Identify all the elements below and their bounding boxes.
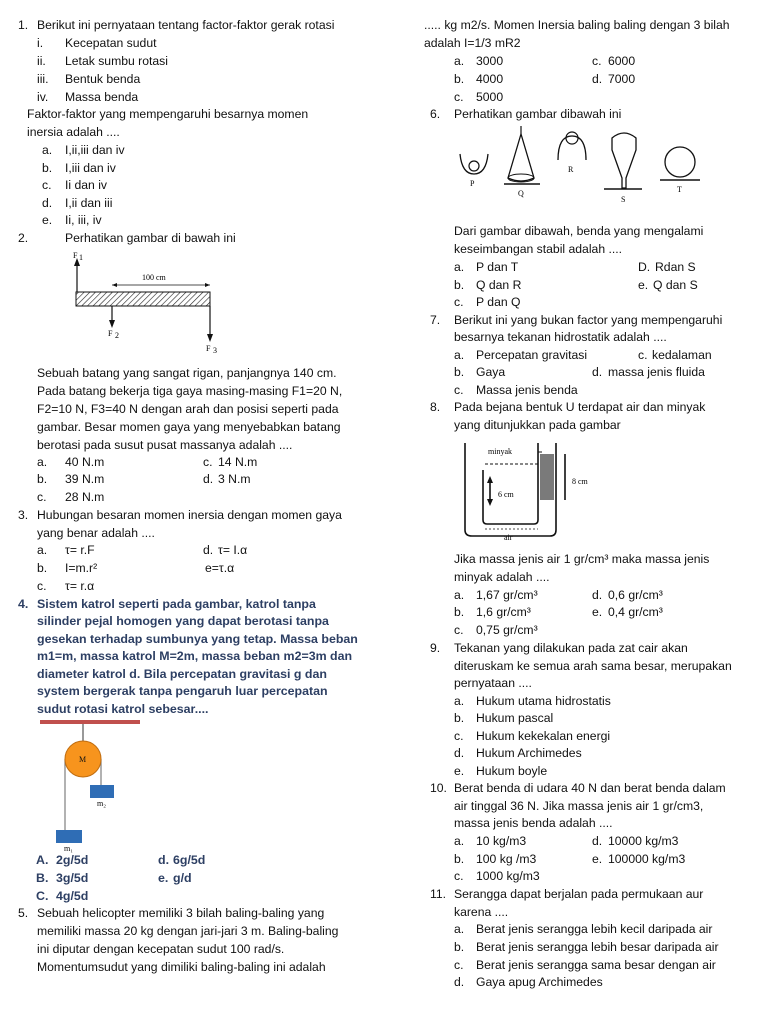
q2-option-letter: d.: [203, 472, 214, 486]
q7-text: Berikut ini yang bukan factor yang mempengaruhi: [454, 313, 723, 327]
q11-option-letter: d.: [454, 975, 465, 989]
q9-number: 9.: [430, 641, 441, 655]
m2-label: m₂: [97, 799, 107, 808]
q4-option-letter: C.: [36, 889, 49, 903]
r-label: R: [568, 165, 574, 174]
h8-label: 8 cm: [572, 477, 588, 486]
q5-option[interactable]: 3000: [476, 54, 504, 68]
q10-option-letter: e.: [592, 852, 603, 866]
q9-option[interactable]: Hukum Archimedes: [476, 746, 582, 760]
q11-option[interactable]: Berat jenis serangga sama besar dengan air: [476, 958, 716, 972]
object-s-funnel: [612, 133, 636, 188]
q9-option[interactable]: Hukum boyle: [476, 764, 548, 778]
q8-number: 8.: [430, 400, 441, 414]
q4-text: gesekan terhadap sumbunya yang tetap. Massa beban: [37, 632, 358, 646]
q7-option[interactable]: Massa jenis benda: [476, 383, 578, 397]
q7-number: 7.: [430, 313, 441, 327]
q8-option[interactable]: 1,6 gr/cm³: [476, 605, 531, 619]
q3-option-letter: a.: [37, 543, 48, 557]
mass-m2: [90, 785, 114, 798]
q9-option-letter: c.: [454, 729, 464, 743]
q6-option-letter: b.: [454, 278, 465, 292]
q10-option[interactable]: 100 kg /m3: [476, 852, 537, 866]
q3-option[interactable]: τ= I.α: [218, 543, 248, 557]
q1-item: Massa benda: [65, 90, 139, 104]
q-label: Q: [518, 189, 524, 198]
q10-text: air tinggal 36 N. Jika massa jenis air 1 gr/cm3,: [454, 799, 704, 813]
q1-option-letter: e.: [42, 213, 53, 227]
q5-text: Sebuah helicopter memiliki 3 bilah baling-baling yang: [37, 906, 325, 920]
q7-option-letter: a.: [454, 348, 465, 362]
f2-label: F: [108, 329, 113, 338]
q6-option-letter: a.: [454, 260, 465, 274]
q8-option-letter: d.: [592, 588, 603, 602]
q5-text: memiliki massa 20 kg dengan jari-jari 3 m. Baling-baling: [37, 924, 339, 938]
q4-option-letter: B.: [36, 871, 49, 885]
q11-option[interactable]: Gaya apug Archimedes: [476, 975, 603, 989]
q5-text: ..... kg m2/s. Momen Inersia baling baling dengan 3 bilah: [424, 18, 730, 32]
water-label: air: [504, 533, 513, 542]
q4-option[interactable]: 3g/5d: [56, 871, 89, 885]
q2-text: berotasi pada susut pusat massanya adalah ....: [37, 438, 293, 452]
q6-equilibrium-figure: [452, 126, 712, 208]
q5-text: Momentumsudut yang dimiliki baling-baling ini adalah: [37, 960, 326, 974]
q8-u-tube-figure: [462, 440, 612, 540]
q6-option[interactable]: Rdan S: [655, 260, 696, 274]
q2-text: F2=10 N, F3=40 N dengan arah dan posisi seperti pada: [37, 402, 339, 416]
q5-option[interactable]: 6000: [608, 54, 636, 68]
q4-text: sudut rotasi katrol sebesar....: [37, 702, 209, 716]
q5-option-letter: b.: [454, 72, 465, 86]
h6-label: 6 cm: [498, 490, 514, 499]
q3-option-letter: b.: [37, 561, 48, 575]
q8-option-letter: b.: [454, 605, 465, 619]
q2-option[interactable]: 40 N.m: [65, 455, 105, 469]
q7-option[interactable]: kedalaman: [652, 348, 712, 362]
q6-option-letter: D.: [638, 260, 651, 274]
q5-option-letter: c.: [592, 54, 602, 68]
q4-option[interactable]: g/d: [173, 871, 192, 885]
q5-option[interactable]: 4000: [476, 72, 504, 86]
q8-option-letter: e.: [592, 605, 603, 619]
q4-text: Sistem katrol seperti pada gambar, katrol tanpa: [37, 597, 316, 611]
q9-option-letter: e.: [454, 764, 465, 778]
q3-text: Hubungan besaran momen inersia dengan momen gaya: [37, 508, 342, 522]
q10-option-letter: c.: [454, 869, 464, 883]
q8-text: Pada bejana bentuk U terdapat air dan minyak: [454, 400, 706, 414]
q8-text: minyak adalah ....: [454, 570, 550, 584]
q1-question: Faktor-faktor yang mempengaruhi besarnya momen: [27, 107, 309, 121]
q4-option-letter: d.: [158, 853, 170, 867]
q3-option-letter: c.: [37, 579, 47, 593]
q4-text: m1=m, massa katrol M=2m, massa beban m2=3m dan: [37, 649, 353, 663]
mass-m1: [56, 830, 82, 843]
q10-option[interactable]: 10000 kg/m3: [608, 834, 679, 848]
q11-option[interactable]: Berat jenis serangga lebih besar daripada air: [476, 940, 719, 954]
q1-option[interactable]: I,iii dan iv: [65, 161, 116, 175]
q1-stem: Berikut ini pernyataan tentang factor-faktor gerak rotasi: [37, 18, 335, 32]
q6-text: keseimbangan stabil adalah ....: [454, 242, 623, 256]
p-label: P: [470, 179, 475, 188]
q8-option[interactable]: 0,6 gr/cm³: [608, 588, 663, 602]
q1-option[interactable]: I,ii dan iii: [65, 196, 113, 210]
q2-option[interactable]: 39 N.m: [65, 472, 105, 486]
q3-option[interactable]: τ= r.α: [65, 579, 95, 593]
q5-option[interactable]: 5000: [476, 90, 504, 104]
q7-option-letter: d.: [592, 365, 603, 379]
q8-option-letter: c.: [454, 623, 464, 637]
q1-item: Bentuk benda: [65, 72, 141, 86]
object-r-hook: [558, 136, 586, 160]
q1-number: 1.: [18, 18, 29, 32]
f3-sub: 3: [213, 346, 217, 355]
q9-option-letter: b.: [454, 711, 465, 725]
q1-option-letter: a.: [42, 143, 53, 157]
q3-option[interactable]: e=τ.α: [205, 561, 235, 575]
q1-item-num: i.: [37, 36, 44, 50]
q5-number: 5.: [18, 906, 29, 920]
q5-option-letter: d.: [592, 72, 603, 86]
q10-option-letter: a.: [454, 834, 465, 848]
q4-text: silinder pejal homogen yang dapat berotasi tanpa: [37, 614, 329, 628]
q2-stem: Perhatikan gambar di bawah ini: [65, 231, 236, 245]
q10-text: massa jenis benda adalah ....: [454, 816, 613, 830]
object-t-ball: [665, 147, 695, 177]
q1-option[interactable]: Ii, iii, iv: [65, 213, 102, 227]
q7-option[interactable]: massa jenis fluida: [608, 365, 705, 379]
q1-question: inersia adalah ....: [27, 125, 120, 139]
q5-text: adalah I=1/3 mR2: [424, 36, 521, 50]
q3-option[interactable]: I=m.r²: [65, 561, 98, 575]
m1-label: m₁: [64, 844, 74, 853]
q8-option[interactable]: 1,67 gr/cm³: [476, 588, 538, 602]
oil-column: [540, 454, 554, 500]
q2-option-letter: c.: [37, 490, 47, 504]
q2-option-letter: b.: [37, 472, 48, 486]
q3-text: yang benar adalah ....: [37, 526, 155, 540]
q4-pulley-figure: [40, 718, 160, 853]
q7-text: besarnya tekanan hidrostatik adalah ....: [454, 330, 667, 344]
q1-option-letter: b.: [42, 161, 53, 175]
q9-text: Tekanan yang dilakukan pada zat cair akan: [454, 641, 688, 655]
q6-option[interactable]: P dan T: [476, 260, 519, 274]
f1-sub: 1: [79, 253, 83, 262]
q4-option-letter: e.: [158, 871, 169, 885]
q9-option[interactable]: Hukum kekekalan energi: [476, 729, 611, 743]
q10-option[interactable]: 100000 kg/m3: [608, 852, 686, 866]
q5-text: ini diputar dengan kecepatan sudut 100 rad/s.: [37, 942, 285, 956]
q2-option[interactable]: 14 N.m: [218, 455, 258, 469]
q6-stem: Perhatikan gambar dibawah ini: [454, 107, 622, 121]
f2-sub: 2: [115, 331, 119, 340]
q7-option[interactable]: Gaya: [476, 365, 506, 379]
q10-option-letter: d.: [592, 834, 603, 848]
q3-number: 3.: [18, 508, 29, 522]
q4-option-letter: A.: [36, 853, 49, 867]
q1-option[interactable]: Ii dan iv: [65, 178, 108, 192]
q8-text: Jika massa jenis air 1 gr/cm³ maka massa jenis: [454, 552, 710, 566]
q5-option[interactable]: 7000: [608, 72, 636, 86]
q2-text: Sebuah batang yang sangat rigan, panjangnya 140 cm.: [37, 366, 337, 380]
f3-label: F: [206, 344, 211, 353]
q4-option[interactable]: 6g/5d: [173, 853, 206, 867]
q11-number: 11.: [430, 887, 447, 901]
q6-option-letter: c.: [454, 295, 464, 309]
q10-option-letter: b.: [454, 852, 465, 866]
q11-option[interactable]: Berat jenis serangga lebih kecil daripada air: [476, 922, 713, 936]
q1-item-num: iii.: [37, 72, 49, 86]
q9-option-letter: d.: [454, 746, 465, 760]
q11-option-letter: c.: [454, 958, 464, 972]
q2-text: gambar. Besar momen gaya yang menyebabkan batang: [37, 420, 341, 434]
q10-text: Berat benda di udara 40 N dan berat benda dalam: [454, 781, 726, 795]
q2-text: Pada batang bekerja tiga gaya masing-masing F1=20 N,: [37, 384, 343, 398]
q3-option[interactable]: τ= r.F: [65, 543, 95, 557]
q5-option-letter: a.: [454, 54, 465, 68]
rod: [76, 292, 210, 306]
q1-option-letter: d.: [42, 196, 53, 210]
q1-item-num: ii.: [37, 54, 46, 68]
q2-option-letter: c.: [203, 455, 213, 469]
q1-option[interactable]: I,ii,iii dan iv: [65, 143, 125, 157]
q4-option[interactable]: 2g/5d: [56, 853, 89, 867]
q9-option-letter: a.: [454, 694, 465, 708]
q11-text: karena ....: [454, 905, 509, 919]
q1-item-num: iv.: [37, 90, 49, 104]
q1-option-letter: c.: [42, 178, 52, 192]
q7-option[interactable]: Percepatan gravitasi: [476, 348, 588, 362]
q9-option[interactable]: Hukum pascal: [476, 711, 554, 725]
q2-number: 2.: [18, 231, 29, 245]
q8-option[interactable]: 0,4 gr/cm³: [608, 605, 663, 619]
q5-option-letter: c.: [454, 90, 464, 104]
q4-number: 4.: [18, 597, 29, 611]
q9-option[interactable]: Hukum utama hidrostatis: [476, 694, 611, 708]
q2-option[interactable]: 28 N.m: [65, 490, 105, 504]
s-label: S: [621, 195, 626, 204]
q2-option-letter: a.: [37, 455, 48, 469]
q4-text: system bergerak tanpa pengaruh luar percepatan: [37, 684, 328, 698]
q11-option-letter: b.: [454, 940, 465, 954]
q10-option[interactable]: 1000 kg/m3: [476, 869, 540, 883]
f1-label: F: [73, 251, 78, 260]
q6-option[interactable]: Q dan S: [653, 278, 698, 292]
q8-option[interactable]: 0,75 gr/cm³: [476, 623, 538, 637]
q6-number: 6.: [430, 107, 441, 121]
q4-option[interactable]: 4g/5d: [56, 889, 89, 903]
q8-text: yang ditunjukkan pada gambar: [454, 418, 621, 432]
q2-rod-figure: [60, 248, 240, 360]
q2-option[interactable]: 3 N.m: [218, 472, 251, 486]
q7-option-letter: b.: [454, 365, 465, 379]
q10-number: 10.: [430, 781, 447, 795]
q9-text: pernyataan ....: [454, 676, 532, 690]
q6-option-letter: e.: [638, 278, 649, 292]
q11-text: Serangga dapat berjalan pada permukaan aur: [454, 887, 704, 901]
q8-option-letter: a.: [454, 588, 465, 602]
q6-text: Dari gambar dibawah, benda yang mengalami: [454, 224, 704, 238]
pulley-label: M: [79, 755, 87, 764]
q11-option-letter: a.: [454, 922, 465, 936]
q3-option-letter: d.: [203, 543, 214, 557]
q7-option-letter: c.: [454, 383, 464, 397]
q6-option[interactable]: P dan Q: [476, 295, 521, 309]
q9-text: diteruskam ke semua arah sama besar, merupakan: [454, 659, 732, 673]
oil-label: minyak: [488, 447, 512, 456]
q1-item: Kecepatan sudut: [65, 36, 157, 50]
q4-text: diameter katrol d. Bila percepatan gravitasi g dan: [37, 667, 327, 681]
q1-item: Letak sumbu rotasi: [65, 54, 168, 68]
q7-option-letter: c.: [638, 348, 648, 362]
q10-option[interactable]: 10 kg/m3: [476, 834, 527, 848]
t-label: T: [677, 185, 682, 194]
q6-option[interactable]: Q dan R: [476, 278, 522, 292]
length-label: 100 cm: [142, 273, 166, 282]
ceiling-bar: [40, 720, 140, 724]
